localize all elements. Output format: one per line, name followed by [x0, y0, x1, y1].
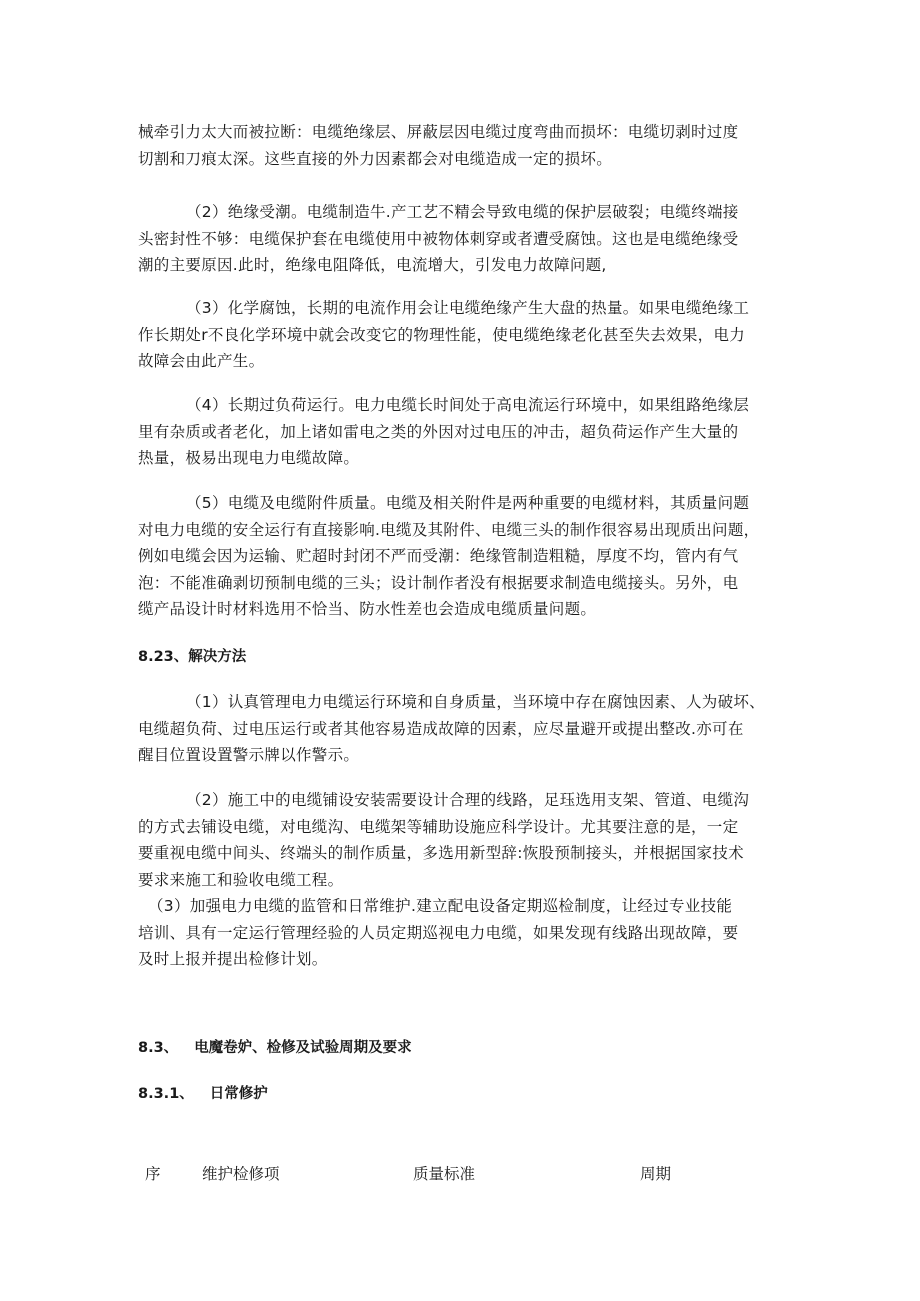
text-line: （3）化学腐蚀，长期的电流作用会让电缆绝缘产生大盘的热量。如果电缆绝缘工: [186, 299, 750, 317]
text-line: 例如电缆会因为运输、贮超时封闭不严而受潮：绝缘管制造粗糙，厚度不均，管内有气: [138, 547, 739, 565]
text-line: （2）施工中的电缆铺设安装需要设计合理的线路，足珏选用支架、管道、电缆沟: [186, 791, 750, 809]
paragraph-chemical-corrosion: [138, 295, 798, 375]
section-heading-8-23: [138, 645, 246, 666]
text-line: 缆产品设计时材料选用不恰当、防水性差也会造成电缆质量问题。: [138, 600, 597, 618]
text-line: 作长期处r不良化学环境中就会改变它的物理性能，使电缆绝缘老化甚至失去效果，电力: [138, 325, 746, 344]
table-header-standard: 质量标准: [413, 1165, 476, 1183]
paragraph-solution-3: [138, 893, 798, 973]
paragraph-overload-operation: [138, 392, 798, 472]
text-line: 要求来施工和验收电缆工程。: [138, 870, 344, 889]
heading-text: 日常修护: [209, 1086, 268, 1102]
text-line: 对电力电缆的安全运行有直接影响.电缆及其附件、电缆三头的制作很容易出现质出问题，: [138, 520, 760, 539]
text-line: （3）加强电力电缆的监管和日常维护.建立配电设备定期巡检制度，让经过专业技能: [148, 897, 733, 915]
text-line: 泡：不能准确剥切预制电缆的三头；设计制作者没有根据要求制造电缆接头。另外，电: [138, 573, 739, 592]
heading-number: 8.3、: [138, 1040, 179, 1056]
text-line: 潮的主要原因.此时，绝缘电阻降低，电流增大，引发电力故障问题,: [138, 256, 607, 274]
text-line: 培训、具有一定运行管理经验的人员定期巡视电力电缆，如果发现有线路出现故障，要: [138, 923, 739, 942]
text-line: （4）长期过负荷运行。电力电缆长时间处于高电流运行环境中，如果组路绝缘层: [186, 396, 750, 414]
section-heading-8-3-1: [138, 1082, 268, 1103]
text-line: 故障会由此产生。: [138, 352, 265, 370]
text-line: 及时上报并提出检修计划。: [138, 950, 328, 968]
text-line: 头密封性不够：电缆保护套在电缆使用中被物体刺穿或者遭受腐蚀。这也是电缆绝缘受: [138, 229, 739, 248]
table-header-index: 序: [145, 1165, 161, 1183]
text-line: （1）认真管理电力电缆运行环境和自身质量，当环境中存在腐蚀因素、人为破坏、: [186, 693, 765, 711]
text-line: 械牵引力太大而被拉断：电缆绝缘层、屏蔽层因电缆过度弯曲而损坏：电缆切剥时过度: [138, 123, 739, 141]
paragraph-solution-1: [138, 689, 798, 769]
text-line: 要重视电缆中间头、终端头的制作质量，多选用新型辞:恢股预制接头，并根据国家技术: [138, 844, 744, 862]
section-heading-8-3: [138, 1036, 412, 1057]
text-line: 醒目位置设置警示牌以作警示。: [138, 746, 360, 764]
paragraph-accessory-quality: [138, 490, 798, 623]
table-header-period: 周期: [640, 1165, 672, 1183]
text-line: （5）电缆及电缆附件质量。电缆及相关附件是两种重要的电缆材料，其质量问题: [186, 494, 750, 512]
text-line: 的方式去铺设电缆，对电缆沟、电缆架等辅助设施应科学设计。尤其要注意的是，一定: [138, 817, 739, 836]
text-line: 里有杂质或者老化，加上诸如雷电之类的外因对过电压的冲击，超负荷运作产生大量的: [138, 422, 739, 441]
text-line: 电缆超负荷、过电压运行或者其他容易造成故障的因素，应尽量避开或提出整改.亦可在: [138, 719, 744, 738]
text-line: 切割和刀痕太深。这些直接的外力因素都会对电缆造成一定的损坏。: [138, 149, 613, 168]
table-header-item: 维护检修项: [202, 1165, 280, 1183]
heading-text: 8.23、解决方法: [138, 649, 247, 665]
heading-number: 8.3.1、: [138, 1086, 194, 1102]
heading-text: 电魔卷妒、检修及试验周期及要求: [194, 1040, 412, 1056]
text-line: （2）绝缘受潮。电缆制造牛.产工艺不精会导致电缆的保护层破裂；电缆终端接: [186, 203, 739, 221]
paragraph-cable-damage-continuation: [138, 119, 798, 172]
maintenance-table-header: [0, 1162, 920, 1192]
paragraph-solution-2: [138, 787, 798, 893]
paragraph-insulation-moisture: [138, 199, 798, 279]
text-line: 热量，极易出现电力电缆故障。: [138, 449, 360, 467]
